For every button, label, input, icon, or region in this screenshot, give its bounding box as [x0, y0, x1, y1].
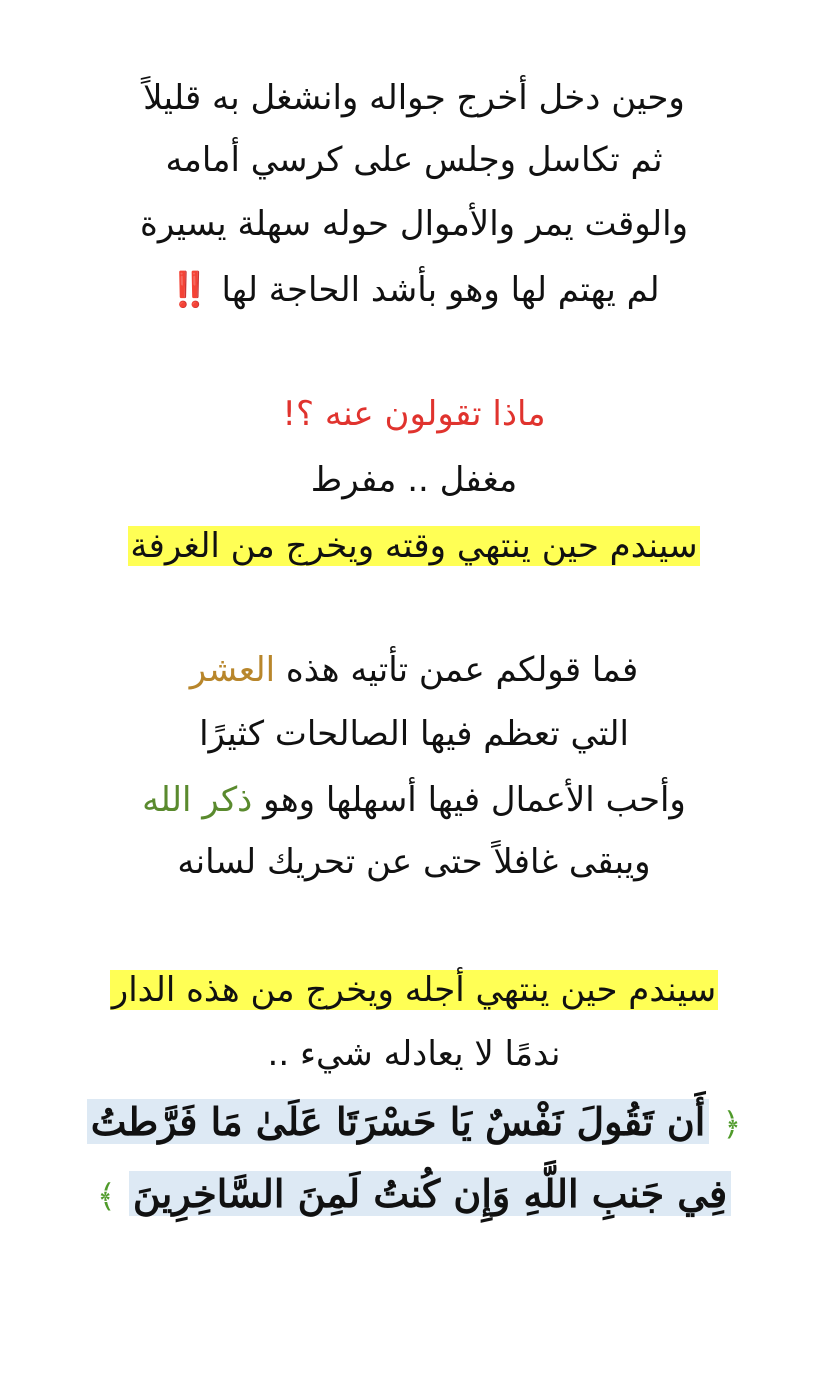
stanza3-line2-text: التي تعظم فيها الصالحات كثيرًا: [199, 714, 629, 754]
stanza1-line3: [0, 200, 828, 248]
regret-line-2: [0, 966, 828, 1014]
stanza3-line1-text: فما قولكم عمن تأتيه هذه: [285, 650, 639, 690]
stanza1-line3-text: والوقت يمر والأموال حوله سهلة يسيرة: [140, 204, 688, 244]
verse-text-2: فِي جَنبِ اللَّهِ وَإِن كُنتُ لَمِنَ السَّاخِرِينَ: [129, 1171, 731, 1216]
stanza1-line1-text: وحين دخل أخرج جواله وانشغل به قليلاً: [143, 78, 685, 118]
question-line: [0, 390, 828, 438]
ashr-word: العشر: [189, 650, 276, 690]
regret-highlight-1: سيندم حين ينتهي وقته ويخرج من الغرفة: [130, 526, 698, 566]
verse-open-bracket: ﴿: [722, 1105, 742, 1143]
question-text: ماذا تقولون عنه ؟!: [282, 394, 546, 434]
regret-highlight-2: سيندم حين ينتهي أجله ويخرج من هذه الدار: [111, 970, 717, 1010]
dhikr-word: ذكر الله: [142, 780, 253, 820]
answer-text: مغفل .. مفرط: [310, 460, 518, 500]
verse-close-bracket: ﴾: [96, 1177, 116, 1215]
stanza1-line2: [0, 136, 828, 184]
verse-line-2: [0, 1166, 828, 1224]
stanza3-line3: [0, 776, 828, 824]
double-exclamation-icon: ‼️: [168, 270, 211, 310]
stanza3-line3-text: وأحب الأعمال فيها أسهلها وهو: [263, 780, 686, 820]
stanza3-line4-text: ويبقى غافلاً حتى عن تحريك لسانه: [177, 842, 651, 882]
verse-text-1: أَن تَقُولَ نَفْسٌ يَا حَسْرَتَا عَلَىٰ مَا فَرَّطتُ: [87, 1099, 710, 1144]
stanza1-line1: [0, 74, 828, 122]
stanza3-line2: [0, 710, 828, 758]
stanza1-line2-text: ثم تكاسل وجلس على كرسي أمامه: [165, 140, 663, 180]
stanza1-line4-text: لم يهتم لها وهو بأشد الحاجة لها: [221, 270, 660, 310]
answer-line: [0, 456, 828, 504]
stanza3-line1: [0, 646, 828, 694]
stanza4-line2-text: ندمًا لا يعادله شيء ..: [267, 1034, 561, 1074]
regret-line-1: [0, 522, 828, 570]
stanza4-line2: [0, 1030, 828, 1078]
verse-line-1: [0, 1094, 828, 1152]
stanza3-line4: [0, 838, 828, 886]
stanza1-line4: [0, 266, 828, 314]
